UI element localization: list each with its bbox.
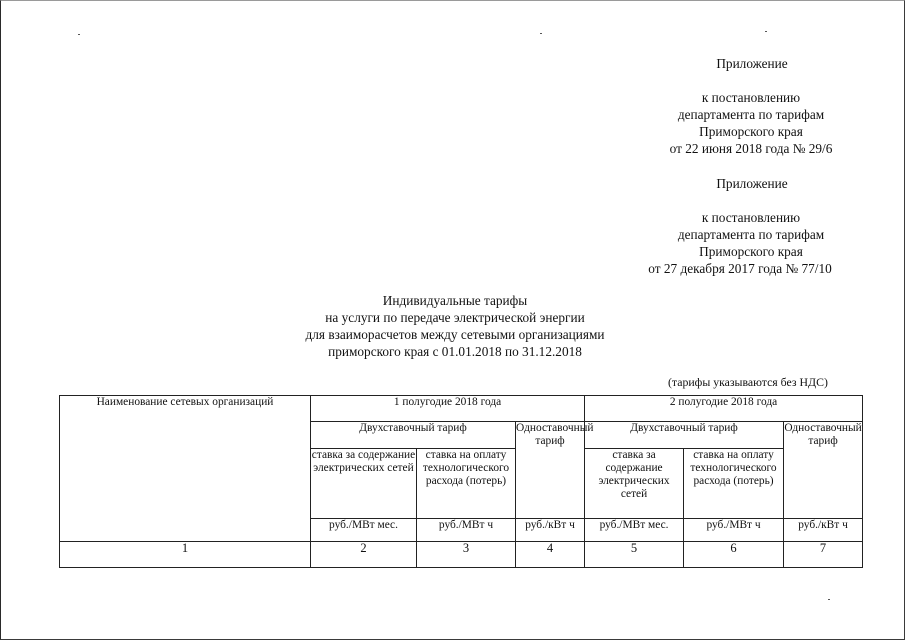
table-header-row [60, 396, 863, 422]
appendix-line: департамента по тарифам [677, 107, 825, 122]
appendix-line: Приморского края [699, 244, 803, 259]
appendix-date: от 22 июня 2018 года № 29/6 [669, 141, 833, 156]
title-line: приморского края с 01.01.2018 по 31.12.2018 [328, 344, 582, 359]
col-header-rate-maintenance-1: ставка за содержание электрических сетей [311, 449, 417, 519]
title-line: Индивидуальные тарифы [382, 293, 528, 308]
column-number: 7 [784, 542, 863, 568]
unit-cell: руб./МВт ч [684, 519, 784, 542]
column-number: 5 [585, 542, 684, 568]
appendix-line: департамента по тарифам [677, 227, 825, 242]
title-line: для взаиморасчетов между сетевыми организациями [305, 327, 605, 342]
column-numbers-row [60, 542, 863, 568]
unit-cell: руб./МВт мес. [585, 519, 684, 542]
column-number: 6 [684, 542, 784, 568]
col-header-half-2: 2 полугодие 2018 года [585, 396, 863, 422]
appendix-line: к постановлению [701, 90, 801, 105]
appendix-line: к постановлению [701, 210, 801, 225]
col-header-organizations: Наименование сетевых организаций [60, 396, 311, 542]
unit-cell: руб./МВт ч [417, 519, 516, 542]
scan-speck [765, 31, 767, 32]
unit-cell: руб./кВт ч [784, 519, 863, 542]
column-number: 3 [417, 542, 516, 568]
column-number: 1 [60, 542, 311, 568]
col-header-one-rate-2: Одноставочный тариф [784, 422, 863, 519]
vat-note: (тарифы указываются без НДС) [668, 375, 828, 389]
scan-speck [78, 34, 80, 35]
appendix-title: Приложение [716, 176, 788, 191]
column-number: 4 [516, 542, 585, 568]
col-header-half-1: 1 полугодие 2018 года [311, 396, 585, 422]
col-header-one-rate-1: Одноставочный тариф [516, 422, 585, 519]
appendix-date: от 27 декабря 2017 года № 77/10 [648, 261, 832, 276]
appendix-title: Приложение [716, 56, 788, 71]
unit-cell: руб./кВт ч [516, 519, 585, 542]
scan-speck [828, 599, 830, 600]
col-header-two-rate-2: Двухставочный тариф [585, 422, 784, 449]
column-number: 2 [311, 542, 417, 568]
col-header-two-rate-1: Двухставочный тариф [311, 422, 516, 449]
scan-speck [540, 33, 542, 34]
title-line: на услуги по передаче электрической энергии [325, 310, 585, 325]
tariff-table [59, 395, 863, 568]
col-header-rate-losses-2: ставка на оплату технологического расхода (потерь) [684, 449, 784, 519]
appendix-line: Приморского края [699, 124, 803, 139]
col-header-rate-losses-1: ставка на оплату технологического расхода (потерь) [417, 449, 516, 519]
col-header-rate-maintenance-2: ставка за содержание электрических сетей [585, 449, 684, 519]
unit-cell: руб./МВт мес. [311, 519, 417, 542]
